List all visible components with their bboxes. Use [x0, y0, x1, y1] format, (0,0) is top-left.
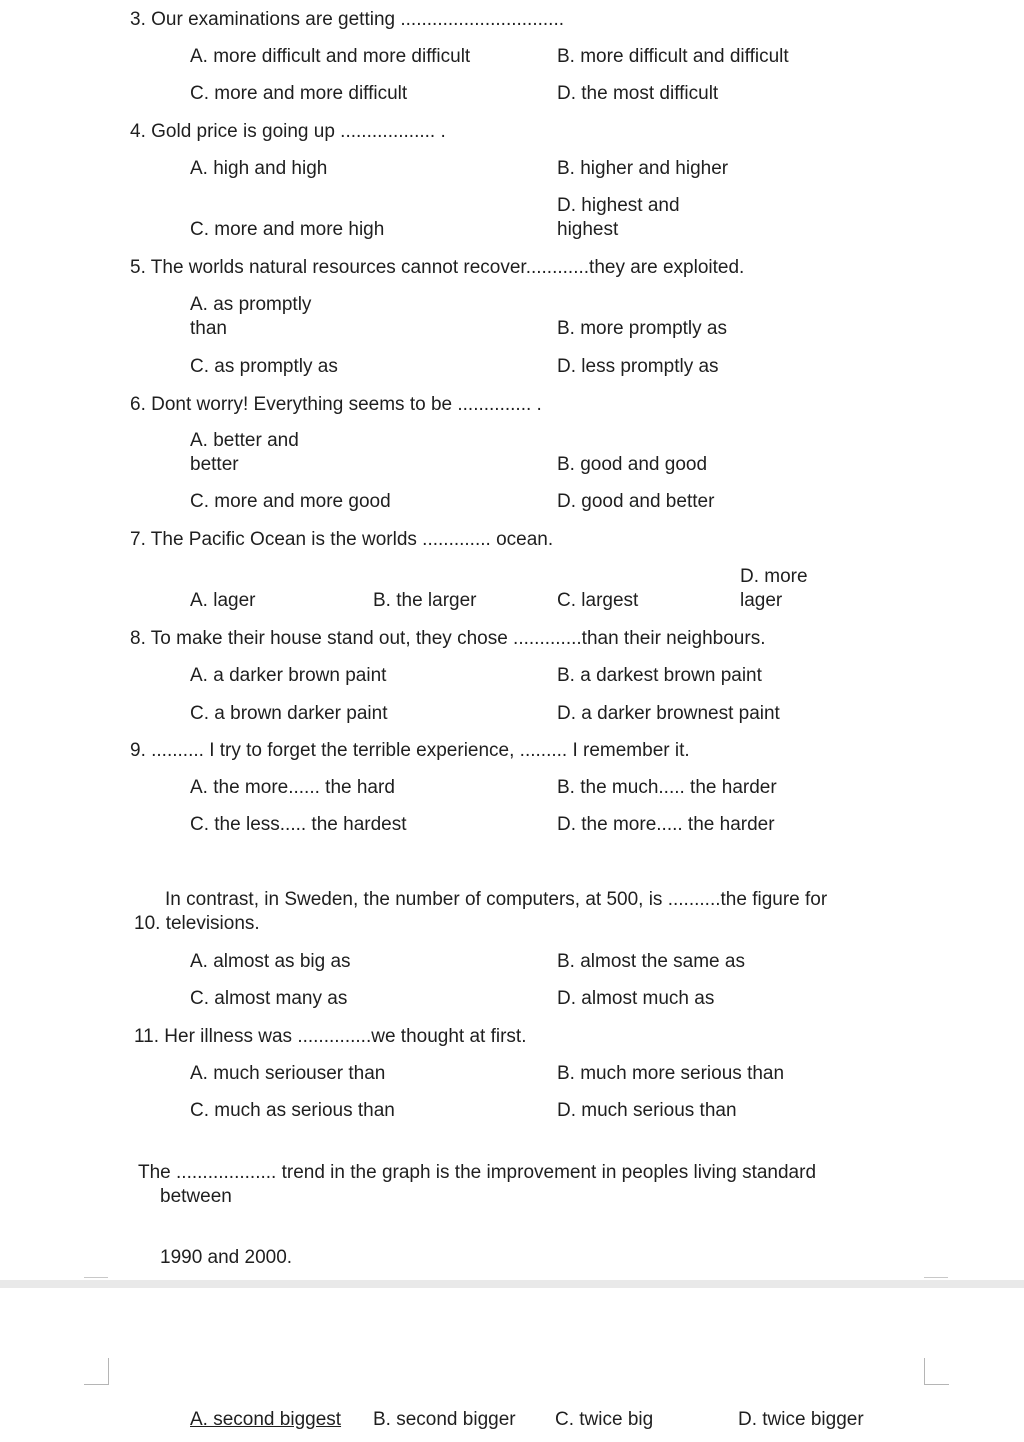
question-4-option-d-line1[interactable]: D. highest and: [557, 195, 680, 216]
question-12-option-d[interactable]: D. twice bigger: [738, 1409, 864, 1430]
question-8-option-a[interactable]: A. a darker brown paint: [190, 665, 387, 686]
question-3-option-d[interactable]: D. the most difficult: [557, 83, 719, 104]
question-6-option-d[interactable]: D. good and better: [557, 491, 715, 512]
question-10-option-c[interactable]: C. almost many as: [190, 988, 348, 1009]
question-5-option-b[interactable]: B. more promptly as: [557, 318, 727, 339]
question-9-option-d[interactable]: D. the more..... the harder: [557, 814, 775, 835]
question-6-option-c[interactable]: C. more and more good: [190, 491, 391, 512]
question-7-option-a[interactable]: A. lager: [190, 590, 256, 611]
question-11-option-c[interactable]: C. much as serious than: [190, 1100, 395, 1121]
question-7-stem: 7. The Pacific Ocean is the worlds ............. ocean.: [130, 529, 554, 550]
question-12-stem-line1: The ................... trend in the graph is the improvement in peoples living standard: [138, 1162, 817, 1183]
question-9-option-a[interactable]: A. the more...... the hard: [190, 777, 395, 798]
question-11-option-a[interactable]: A. much seriouser than: [190, 1063, 386, 1084]
question-11-option-b[interactable]: B. much more serious than: [557, 1063, 785, 1084]
question-5-option-a-line1[interactable]: A. as promptly: [190, 294, 312, 315]
question-12-stem-line2: between: [160, 1186, 232, 1207]
question-4-option-c[interactable]: C. more and more high: [190, 219, 385, 240]
question-5-stem: 5. The worlds natural resources cannot recover............they are exploited.: [130, 257, 745, 278]
question-9-option-b[interactable]: B. the much..... the harder: [557, 777, 777, 798]
question-4-stem: 4. Gold price is going up .................. .: [130, 121, 446, 142]
question-7-option-b[interactable]: B. the larger: [373, 590, 477, 611]
page-corner-mark-bottom-right: [924, 1358, 949, 1385]
question-9-stem: 9. .......... I try to forget the terrible experience, ......... I remember it.: [130, 740, 690, 761]
question-5-option-a-line2[interactable]: than: [190, 318, 227, 339]
question-3-option-c[interactable]: C. more and more difficult: [190, 83, 408, 104]
question-12-option-c[interactable]: C. twice big: [555, 1409, 654, 1430]
question-3-stem: 3. Our examinations are getting ...............................: [130, 9, 565, 30]
question-6-stem: 6. Dont worry! Everything seems to be .............. .: [130, 394, 542, 415]
question-4-option-d-line2[interactable]: highest: [557, 219, 619, 240]
question-3-option-b[interactable]: B. more difficult and difficult: [557, 46, 789, 67]
question-9-option-c[interactable]: C. the less..... the hardest: [190, 814, 407, 835]
question-12-stem-line3: 1990 and 2000.: [160, 1247, 293, 1268]
question-11-stem: 11. Her illness was ..............we thought at first.: [134, 1026, 527, 1047]
question-8-option-d[interactable]: D. a darker brownest paint: [557, 703, 780, 724]
question-10-stem-line1: In contrast, in Sweden, the number of computers, at 500, is ..........the figure for: [165, 889, 828, 910]
question-8-stem: 8. To make their house stand out, they chose .............than their neighbours.: [130, 628, 766, 649]
question-4-option-b[interactable]: B. higher and higher: [557, 158, 729, 179]
question-10-option-b[interactable]: B. almost the same as: [557, 951, 745, 972]
page-corner-mark-bottom-left: [84, 1358, 109, 1385]
question-6-option-a-line1[interactable]: A. better and: [190, 430, 299, 451]
question-7-option-c[interactable]: C. largest: [557, 590, 639, 611]
page-corner-mark-top-left: [84, 1277, 108, 1278]
question-10-stem-line2: 10. televisions.: [134, 913, 260, 934]
question-12-option-b[interactable]: B. second bigger: [373, 1409, 516, 1430]
question-6-option-a-line2[interactable]: better: [190, 454, 239, 475]
question-3-option-a[interactable]: A. more difficult and more difficult: [190, 46, 471, 67]
question-4-option-a[interactable]: A. high and high: [190, 158, 328, 179]
page-break: [0, 1280, 1024, 1288]
question-8-option-c[interactable]: C. a brown darker paint: [190, 703, 388, 724]
question-12-option-a[interactable]: A. second biggest: [190, 1409, 342, 1430]
question-6-option-b[interactable]: B. good and good: [557, 454, 708, 475]
question-5-option-c[interactable]: C. as promptly as: [190, 356, 338, 377]
question-10-option-d[interactable]: D. almost much as: [557, 988, 715, 1009]
question-11-option-d[interactable]: D. much serious than: [557, 1100, 737, 1121]
question-7-option-d-line1[interactable]: D. more: [740, 566, 808, 587]
question-5-option-d[interactable]: D. less promptly as: [557, 356, 719, 377]
question-8-option-b[interactable]: B. a darkest brown paint: [557, 665, 762, 686]
question-10-option-a[interactable]: A. almost as big as: [190, 951, 351, 972]
question-7-option-d-line2[interactable]: lager: [740, 590, 783, 611]
page-corner-mark-top-right: [924, 1277, 948, 1278]
